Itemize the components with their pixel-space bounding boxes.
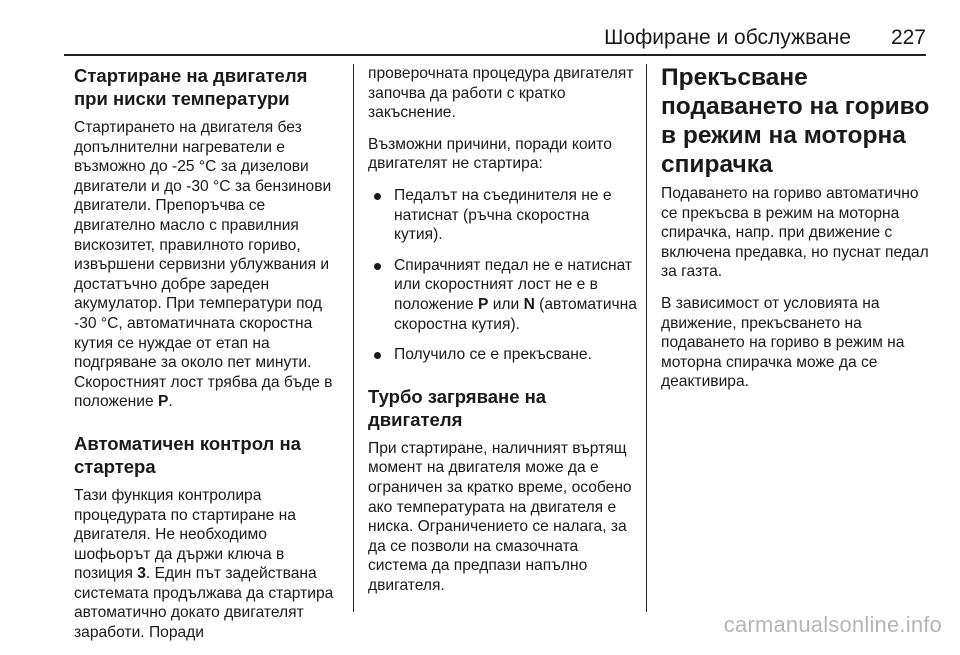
list-item bbox=[368, 186, 638, 245]
gear-position-n: N bbox=[523, 295, 535, 313]
list-item bbox=[368, 345, 638, 365]
paragraph-text-end: . Един път задействана системата продължава да стартира автоматично докато двигателят заработи. Поради bbox=[74, 565, 334, 642]
column-1 bbox=[74, 64, 346, 655]
main-heading-fuel-cutoff: Прекъсване подаването на гориво в режим на моторна спирачка bbox=[661, 64, 930, 178]
paragraph-reasons: Възможни причини, поради които двигателят не стартира: bbox=[368, 135, 612, 173]
list-item-text-mid: или bbox=[488, 295, 524, 313]
paragraph-text: Стартирането на двигателя без допълнителни нагреватели е възможно до -25 °C за дизелови двигатели и до -30 °C за бензинови двигатели. Препоръчва се двигателно масло с правилния вискозитет, правилното гориво, извършени сервизни ублужвания и достатъчно добре зареден акумулатор. При температури под -30 °C, автоматичната скоростна кутия се нуждае от етап на подгряване за около пет минути. Скоростният лост трябва да бъде в положение bbox=[74, 119, 333, 411]
bullet-icon bbox=[374, 263, 381, 270]
paragraph-continuation: проверочната процедура двигателят започва да работи с кратко закъснение. bbox=[368, 65, 634, 122]
list-item bbox=[368, 256, 638, 334]
paragraph-text: Тази функция контролира процедурата по стартиране на двигателя. Не необходимо шофьорът да държи ключа в позиция bbox=[74, 486, 296, 583]
paragraph-deactivation: В зависимост от условията на движение, прекъсването на подаването на гориво в режим на моторна спирачка може да се деактивира. bbox=[661, 294, 905, 391]
list-item-text: Получило се е прекъсване. bbox=[394, 346, 592, 364]
paragraph-starter-control bbox=[74, 486, 346, 643]
bullet-icon bbox=[374, 352, 381, 359]
key-position-3: 3 bbox=[137, 565, 146, 583]
column-2 bbox=[368, 64, 638, 607]
list-item-text-start: Спирачният педал не е натиснат или скоростният лост не е в положение bbox=[394, 256, 633, 313]
list-item-text bbox=[394, 256, 638, 334]
column-3 bbox=[661, 64, 935, 404]
chapter-title: Шофиране и обслужване bbox=[604, 26, 851, 49]
page-number: 227 bbox=[890, 26, 926, 49]
paragraph-text-end: . bbox=[168, 393, 173, 411]
section-heading-turbo: Турбо загряване на двигателя bbox=[368, 385, 547, 430]
watermark: carmanualsonline.info bbox=[723, 612, 942, 637]
paragraph-fuel-cutoff: Подаването на гориво автоматично се прекъсва в режим на моторна спирачка, напр. при движение с включена предавка, но пуснат педал за газта. bbox=[661, 185, 929, 281]
list-item-text-end: (автоматична скоростна кутия). bbox=[394, 295, 637, 333]
page-header bbox=[64, 0, 926, 56]
bullet-icon bbox=[374, 193, 381, 200]
paragraph-turbo: При стартиране, наличният въртящ момент на двигателя може да е ограничен за кратко време, особено ако температурата на двигателя е ниска. Ограничението се налага, за да се позволи на смазочната система да предпази напълно двигателя. bbox=[368, 439, 632, 594]
section-heading-cold-start: Стартиране на двигателя при ниски температури bbox=[74, 65, 308, 109]
paragraph-cold-start bbox=[74, 118, 346, 412]
section-heading-starter-control: Автоматичен контрол на стартера bbox=[74, 432, 301, 477]
list-item-text: Педалът на съединителя не е натиснат (ръчна скоростна кутия). bbox=[394, 186, 612, 244]
gear-position-p: P bbox=[157, 393, 169, 411]
gear-position-p: P bbox=[477, 295, 489, 313]
column-divider-2 bbox=[646, 64, 647, 612]
column-divider-1 bbox=[353, 64, 354, 612]
